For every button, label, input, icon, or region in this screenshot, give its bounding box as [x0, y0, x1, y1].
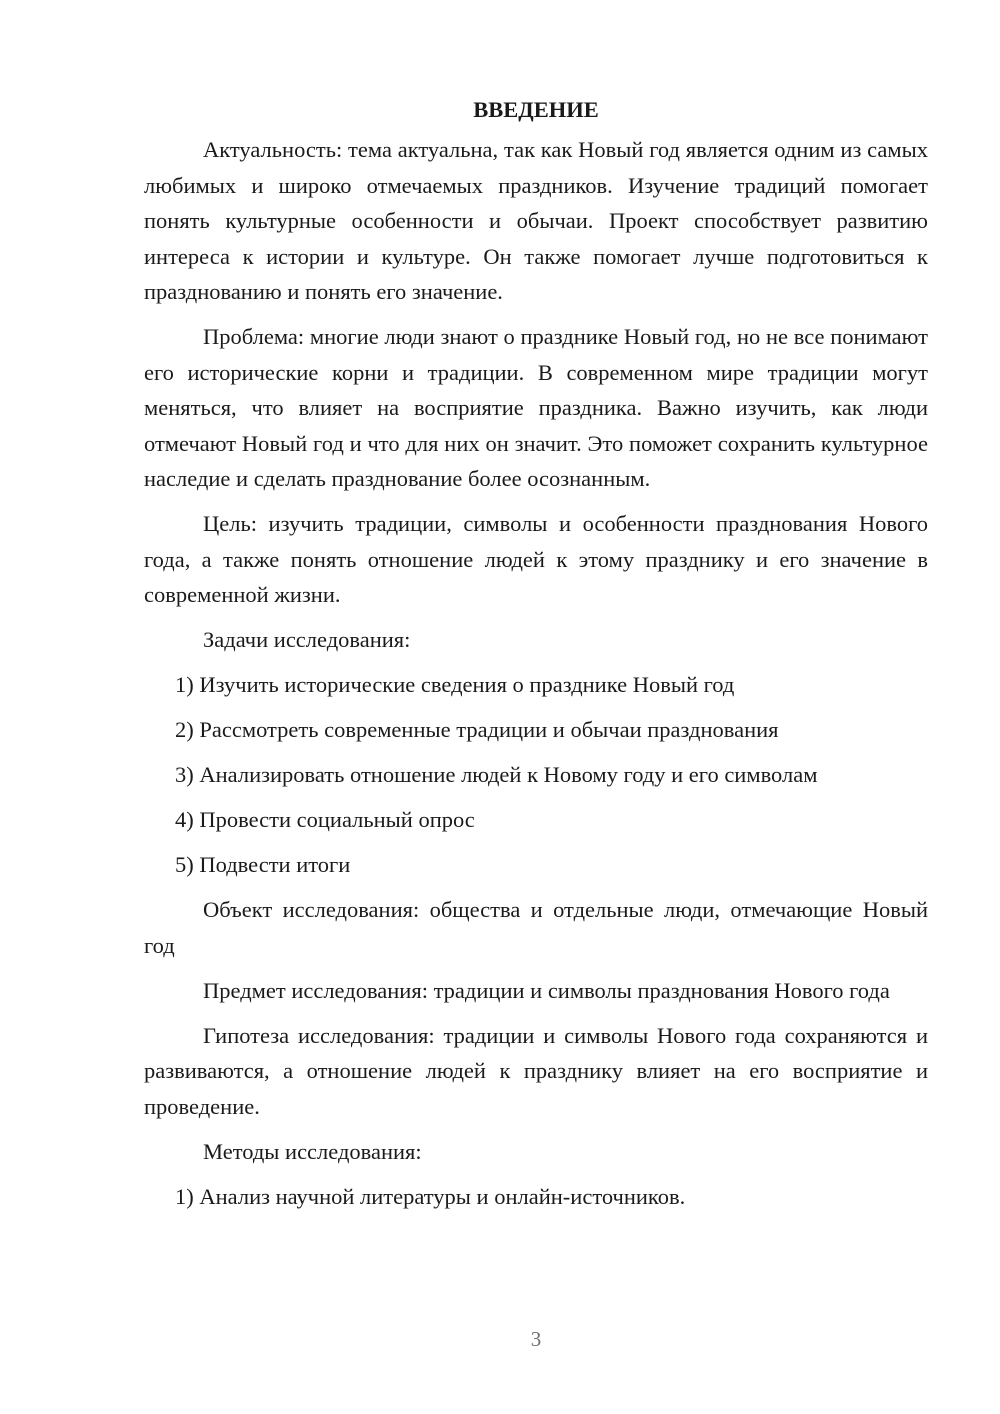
page-title: ВВЕДЕНИЕ — [473, 97, 599, 122]
methods-list — [144, 1179, 928, 1215]
page-number: 3 — [530, 1327, 542, 1351]
list-item: 1) Изучить исторические сведения о празднике Новый год — [175, 672, 735, 697]
list-item: 2) Рассмотреть современные традиции и обычаи празднования — [175, 717, 779, 742]
object-paragraph: Объект исследования: общества и отдельные люди, отмечающие Новый год — [144, 897, 928, 958]
list-item: 4) Провести социальный опрос — [175, 807, 475, 832]
list-item: 1) Анализ научной литературы и онлайн-источников. — [175, 1183, 686, 1209]
problem-paragraph: Проблема: многие люди знают о празднике Новый год, но не все понимают его исторические корни и традиции. В современном мире традиции могут меняться, что влияет на восприятие праздника. Важно изучить, как люди отмечают Новый год и что для них он значит. Это поможет сохранить культурное наследие и сделать празднование более осознанным. — [144, 324, 928, 491]
hypothesis-paragraph: Гипотеза исследования: традиции и символы Нового года сохраняются и развиваются, а отношение людей к празднику влияет на его восприятие и проведение. — [144, 1022, 928, 1119]
relevance-paragraph: Актуальность: тема актуальна, так как Новый год является одним из самых любимых и широко отмечаемых праздников. Изучение традиций помогает понять культурные особенности и обычаи. Проект способствует развитию интереса к истории и культуре. Он также помогает лучше подготовиться к празднованию и понять его значение. — [144, 137, 928, 304]
document-body — [144, 92, 928, 1224]
tasks-list — [144, 667, 928, 883]
subject-paragraph: Предмет исследования: традиции и символы празднования Нового года — [203, 977, 890, 1003]
tasks-heading: Задачи исследования: — [203, 627, 411, 652]
methods-heading: Методы исследования: — [203, 1138, 422, 1164]
list-item: 5) Подвести итоги — [175, 852, 351, 877]
goal-paragraph: Цель: изучить традиции, символы и особенности празднования Нового года, а также понять отношение людей к этому празднику и его значение в современной жизни. — [144, 511, 928, 607]
list-item: 3) Анализировать отношение людей к Новому году и его символам — [175, 762, 818, 787]
